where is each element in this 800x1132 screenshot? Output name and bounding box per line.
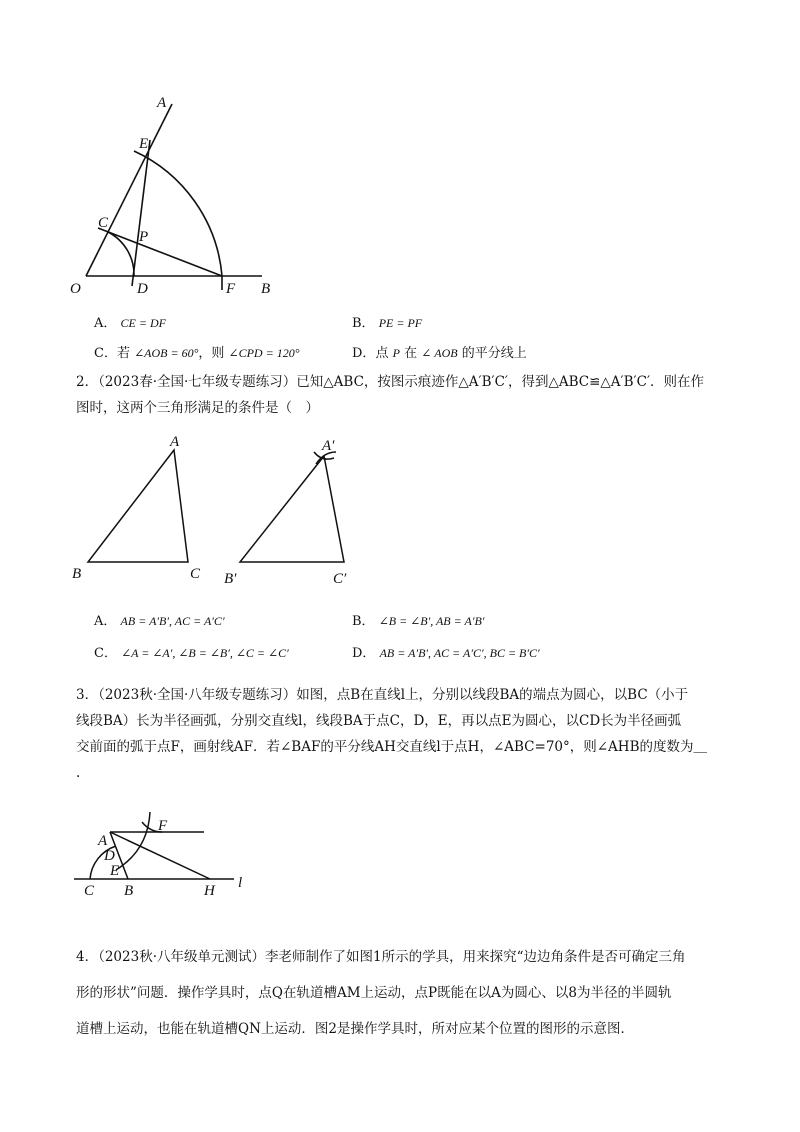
label-a: A [157, 95, 167, 111]
q1-option-d[interactable]: D．点 P 在 ∠ AOB 的平分线上 [352, 346, 527, 361]
q2-stem: 2．（2023春·全国·七年级专题练习）已知△ABC，按图示痕迹作△A′B′C′，得到△ABC≌△A′B′C′．则在作 图时，这两个三角形满足的条件是（ ） [76, 374, 705, 416]
label-d: D [137, 281, 148, 297]
label-c: C [98, 215, 109, 231]
label-p: P [139, 229, 149, 245]
label-b: B [72, 566, 82, 582]
label-a-prime: A′ [322, 438, 335, 454]
label-h: H [204, 883, 215, 899]
label-l: l [238, 875, 243, 891]
label-a: A [170, 434, 180, 450]
label-c: C [190, 566, 201, 582]
label-b: B [261, 281, 271, 297]
label-f: F [158, 818, 168, 834]
q1-option-a[interactable]: A． CE = DF [94, 316, 166, 331]
label-e: E [110, 863, 120, 879]
label-f: F [226, 281, 236, 297]
q2-option-b[interactable]: B． ∠B = ∠B′, AB = A′B′ [352, 614, 485, 629]
q4-stem: 4．（2023秋·八年级单元测试）李老师制作了如图1所示的学具，用来探究“边边角条件是否可确定三角 形的形状”问题．操作学具时，点Q在轨道槽AM上运动，点P既能在以A为圆心、以8为半径的半圆轨 道槽上运动，也能在轨道槽QN上运动．图2是操作学具时，所对应某个位置的图形的示意图． [76, 949, 686, 1037]
q2-option-c[interactable]: C． ∠A = ∠A′, ∠B = ∠B′, ∠C = ∠C′ [94, 646, 289, 661]
q2-option-d[interactable]: D． AB = A′B′, AC = A′C′, BC = B′C′ [352, 646, 540, 661]
q3-stem: 3．（2023秋·全国·八年级专题练习）如图，点B在直线l上，分别以线段BA的端点为圆心，以BC（小于 线段BA）长为半径画弧，分别交直线l，线段BA于点C，D，E，再以点E为圆心，以CD长为半径画弧 交前面的弧于点F，画射线AF．若∠BAF的平分线AH交直线l于点H，∠ABC=70°，则∠AHB的度数为＿ . [76, 687, 707, 781]
label-b: B [124, 883, 134, 899]
label-a: A [98, 833, 108, 849]
label-c-prime: C′ [333, 571, 347, 587]
label-o: O [70, 281, 81, 297]
label-b-prime: B′ [224, 571, 237, 587]
q1-option-b[interactable]: B． PE = PF [352, 316, 423, 331]
q2-option-a[interactable]: A． AB = A′B′, AC = A′C′ [94, 614, 225, 629]
q1-option-c[interactable]: C．若 ∠AOB = 60°，则 ∠CPD = 120° [94, 346, 300, 361]
label-c: C [84, 883, 95, 899]
label-d: D [104, 848, 115, 864]
label-e: E [139, 136, 149, 152]
